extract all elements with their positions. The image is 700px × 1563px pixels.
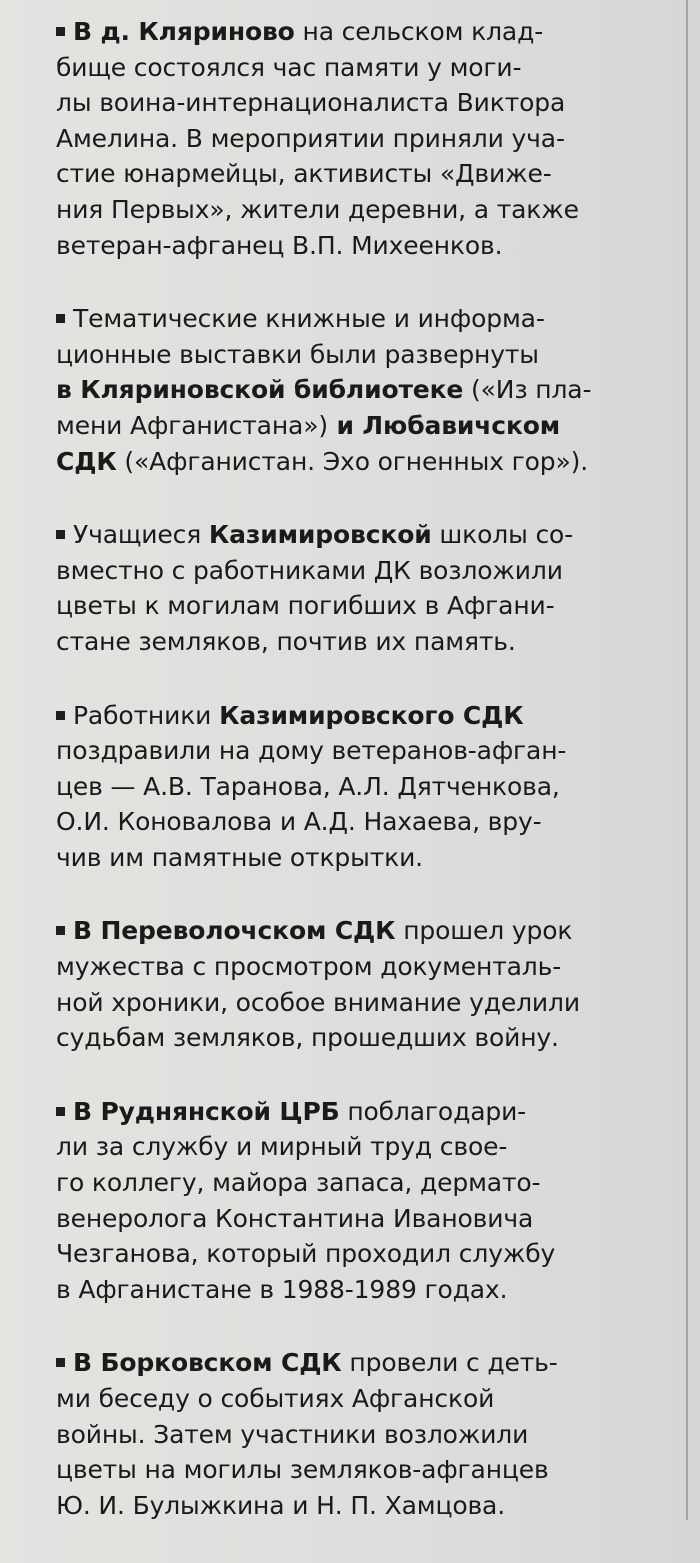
text-run: в Афганистане в 1988-1989 годах. [56,1274,508,1304]
bold-lead: В Борковском СДК [73,1348,342,1378]
bold-lead: В д. Кляриново [73,17,295,46]
news-item [56,1094,656,1308]
bold-lead: СДК [56,446,117,476]
square-bullet-icon [56,1358,65,1367]
text-run: ветеран-афганец В.П. Михеенков. [56,230,503,260]
text-line [56,228,656,264]
text-run: поздравили на дому ветеранов-афган- [56,736,567,766]
text-line [56,1020,656,1056]
text-run: войны. Затем участники возложили [56,1419,529,1449]
text-run: на сельском клад- [294,17,544,46]
text-run: Ю. И. Булыжкина и Н. П. Хамцова. [56,1490,506,1520]
text-run: ния Первых», жители деревни, а также [56,194,579,224]
news-item [56,698,656,876]
text-run: школы со- [431,520,574,550]
text-run: Чезганова, который проходил службу [56,1239,556,1269]
text-run: поблагодари- [339,1096,527,1126]
column-divider [686,0,688,1520]
text-run: ми беседу о событиях Афганской [56,1384,495,1413]
text-line [56,553,656,589]
bold-lead: Казимировской [208,520,432,550]
text-line [56,1094,656,1130]
text-line [56,121,656,157]
text-line [56,444,656,480]
text-line [56,913,656,949]
text-line [56,1129,656,1165]
text-line [56,949,656,985]
news-item [56,913,656,1055]
text-run: Учащиеся [73,520,209,550]
text-run: цветы к могилам погибших в Афгани- [56,591,555,621]
square-bullet-icon [56,314,65,323]
text-run: стие юнармейцы, активисты «Движе- [56,159,552,189]
square-bullet-icon [56,711,65,720]
text-run: судьбам земляков, прошедших войну. [56,1023,559,1053]
text-line [56,840,656,876]
text-line [56,769,656,805]
square-bullet-icon [56,27,65,36]
text-line [56,698,656,734]
square-bullet-icon [56,530,65,539]
text-run: мужества с просмотром документаль- [56,952,562,982]
text-line [56,408,656,444]
text-line [56,50,656,86]
text-run: («Афганистан. Эхо огненных гор»). [116,446,589,476]
news-item [56,517,656,659]
text-run: бище состоялся час памяти у моги- [56,52,522,82]
text-run: вместно с работниками ДК возложили [56,555,563,585]
news-item [56,14,656,263]
text-line [56,372,656,408]
text-run: чив им памятные открытки. [56,842,423,872]
text-line [56,733,656,769]
text-run: О.И. Коновалова и А.Д. Нахаева, вру- [56,807,542,837]
text-line [56,1452,656,1488]
text-run: мени Афганистана») [56,410,328,440]
text-line [56,1272,656,1308]
text-line [56,1201,656,1237]
text-line [56,14,656,50]
bold-lead: в Кляриновской библиотеке [56,375,464,405]
text-run: цветы на могилы земляков-афганцев [56,1455,549,1485]
text-run: венеролога Константина Ивановича [56,1203,534,1233]
text-line [56,588,656,624]
text-run: Тематические книжные и информа- [73,304,545,334]
text-line [56,1417,656,1453]
text-run: ционные выставки были развернуты [56,339,539,369]
text-run: («Из пла- [463,375,592,405]
text-run: стане земляков, почтив их память. [56,626,516,656]
text-run: цев — А.В. Таранова, А.Л. Дятченкова, [56,771,560,801]
text-line [56,804,656,840]
text-line [56,337,656,373]
bold-lead: Казимировского СДК [219,700,524,730]
text-line [56,1165,656,1201]
text-line [56,624,656,660]
text-run: прошел урок [395,916,573,946]
text-line [56,985,656,1021]
text-run: лы воина-интернационалиста Виктора [56,88,566,118]
text-line [56,301,656,337]
text-run: Амелина. В мероприятии приняли уча- [56,123,565,153]
bold-lead: и Любавичском [327,410,561,440]
square-bullet-icon [56,926,65,935]
news-item [56,301,656,479]
bold-lead: В Переволочском СДК [73,916,396,946]
text-run: ли за службу и мирный труд свое- [56,1132,508,1162]
text-line [56,156,656,192]
news-item [56,1345,656,1523]
text-line [56,1488,656,1524]
text-line [56,1236,656,1272]
text-run: провели с деть- [341,1348,558,1378]
news-column [56,14,656,1561]
text-run: Работники [73,700,220,730]
square-bullet-icon [56,1107,65,1116]
text-line [56,1381,656,1417]
text-line [56,1345,656,1381]
text-run: го коллегу, майора запаса, дермато- [56,1168,541,1198]
text-line [56,85,656,121]
text-line [56,192,656,228]
text-line [56,517,656,553]
text-run: ной хроники, особое внимание уделили [56,987,580,1017]
bold-lead: В Руднянской ЦРБ [73,1096,340,1126]
